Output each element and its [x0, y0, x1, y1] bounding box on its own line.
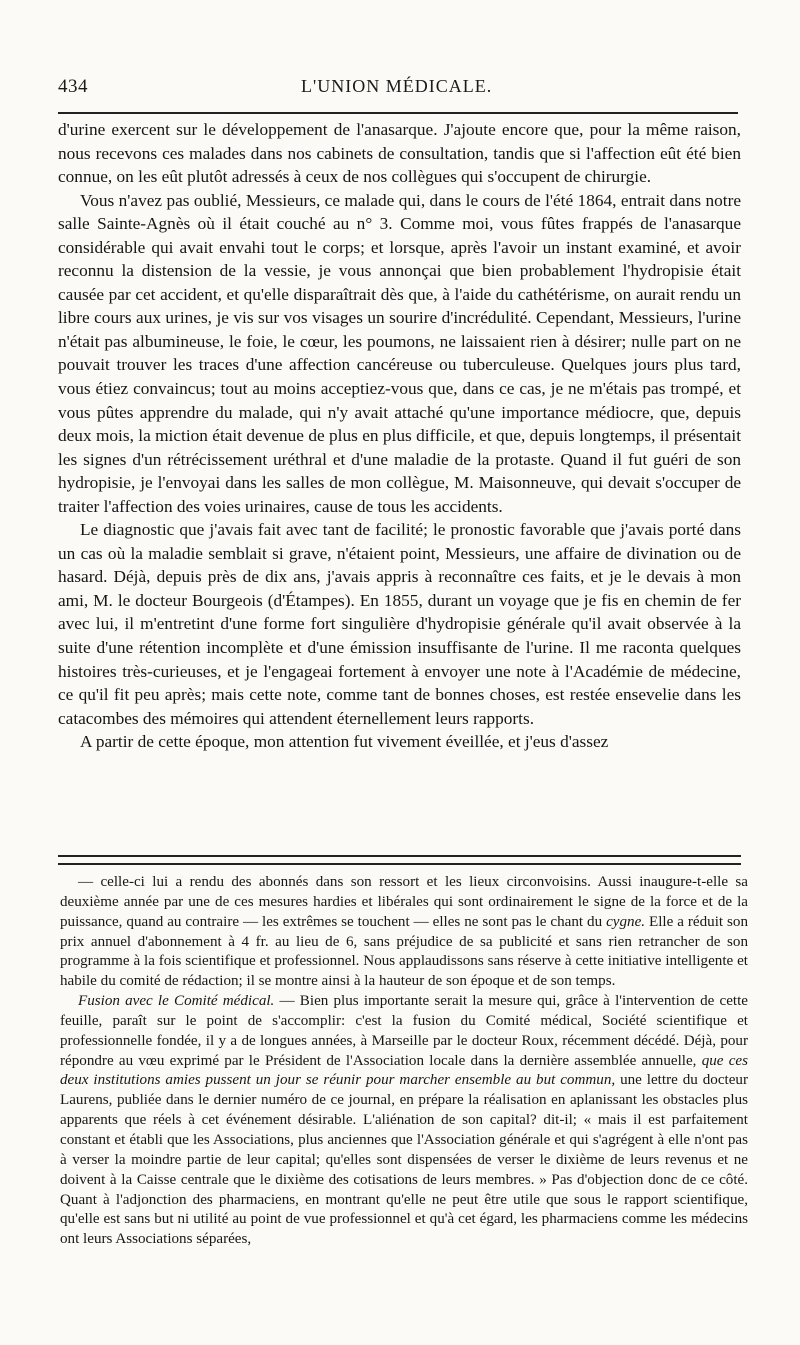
- paragraph: Vous n'avez pas oublié, Messieurs, ce malade qui, dans le cours de l'été 1864, entrait dans notre salle Sainte-Agnès où il était couché au n° 3. Comme moi, vous fûtes frappés de l'anasarque considérable qui avait envahi tout le corps; et lorsque, après l'avoir un instant examiné, et avoir reconnu la distension de la vessie, je vous annonçai que bien probablement l'hydropisie était causée par cet accident, et qu'elle disparaîtrait dès que, à l'aide du cathétérisme, on aurait rendu un libre cours aux urines, je vis sur vos visages un sourire d'incrédulité. Cependant, Messieurs, l'urine n'était pas albumineuse, le foie, le cœur, les poumons, ne laissaient rien à désirer; nulle part on ne pouvait trouver les traces d'une affection cancéreuse ou tuberculeuse. Quelques jours plus tard, vous étiez convaincus; tout au moins acceptiez-vous que, dans ce cas, je ne m'étais pas trompé, et vous pûtes apprendre du malade, qui n'y avait attaché qu'une importance médiocre, que, depuis deux mois, la miction était devenue de plus en plus difficile, et que, depuis longtemps, il présentait les signes d'un rétrécissement uréthral et d'une maladie de la protaste. Quand il fut guéri de son hydropisie, je l'envoyai dans les salles de mon collègue, M. Maisonneuve, qui devait s'occuper de traiter l'affection des voies urinaires, cause de tous les accidents.: [58, 190, 741, 516]
- feuilleton-italic-run: que ces deux institutions amies pussent un jour se réunir pour marcher ensemble au but commun,: [60, 1052, 748, 1089]
- main-text: [58, 118, 741, 754]
- page-number: 434: [58, 76, 88, 97]
- feuilleton-text-run: — Bien plus importante serait la mesure qui, grâce à l'intervention de cette feuille, paraît sur le point de s'accomplir: c'est la fusion du Comité médical, Société scientifique et professionnelle fondée, il y a de longues années, à Marseille par le docteur Roux, récemment décédé. Déjà, pour répondre au vœu exprimé par le Président de l'Association locale dans la dernière assemblée annuelle,: [60, 993, 748, 1069]
- paragraph: A partir de cette époque, mon attention fut vivement éveillée, et j'eus d'assez: [80, 732, 609, 752]
- header-rule: [58, 112, 738, 114]
- feuilleton-text-run: — celle-ci lui a rendu des abonnés dans son ressort et les lieux circonvoisins. Aussi inaugure-t-elle sa deuxième année par une de ces mesures hardies et libérales qui sont ordinairement le signe de la force et de la puissance, quand au contraire — les extrêmes se touchent — elles ne sont pas le chant du: [60, 874, 748, 930]
- paragraph: d'urine exercent sur le développement de l'anasarque. J'ajoute encore que, pour la même raison, nous recevons ces malades dans nos cabinets de consultation, tandis que si l'affection eût été bien connue, on les eût plutôt adressés à ceux de nos collègues qui s'occupent de chirurgie.: [58, 120, 741, 187]
- page-header: [58, 74, 738, 100]
- feuilleton-italic-run: cygne.: [606, 913, 646, 930]
- section-title: Fusion avec le Comité médical.: [78, 993, 275, 1010]
- running-title: L'UNION MÉDICALE.: [301, 76, 493, 96]
- feuilleton-divider: [58, 855, 741, 865]
- feuilleton-paragraph: [60, 992, 748, 1250]
- feuilleton-text: [60, 873, 748, 1250]
- paragraph: Le diagnostic que j'avais fait avec tant de facilité; le pronostic favorable que j'avais porté dans un cas où la maladie semblait si grave, n'étaient point, Messieurs, une affaire de divination ou de hasard. Déjà, depuis près de dix ans, j'avais appris à reconnaître ces faits, et je le devais à mon ami, M. le docteur Bourgeois (d'Étampes). En 1855, durant un voyage que je fis en chemin de fer avec lui, il m'entretint d'une forme fort singulière d'hydropisie générale qu'il avait observée à la suite d'une rétention incomplète et d'une émission insuffisante de l'urine. Il me raconta quelques histoires très-curieuses, et je l'engageai fortement à envoyer une note à l'Académie de médecine, ce qu'il fit peu après; mais cette note, comme tant de bonnes choses, est restée ensevelie dans les catacombes des mémoires qui attendent éternellement leurs rapports.: [58, 520, 741, 728]
- feuilleton-paragraph: [60, 873, 748, 992]
- feuilleton-text-run: Elle a réduit son prix annuel d'abonnement à 4 fr. au lieu de 6, sans préjudice de sa publicité et sans rien retrancher de son programme à la fois scientifique et professionnel. Nous applaudissons sans réserve à cette initiative intelligente et habile du comité de rédaction; il se montre ainsi à la hauteur de son époque et de son temps.: [60, 913, 749, 990]
- feuilleton-text-run: une lettre du docteur Laurens, publiée dans le dernier numéro de ce journal, en prépare la réalisation en aplanissant les obstacles plus apparents que réels à cet événement désirable. L'aliénation de son capital? dit-il; « mais il est parfaitement constant et établi que les Associations, plus anciennes que l'Association générale et qui s'agrégent à elle n'ont pas à verser la moindre partie de leur capital; qu'elles sont dispensées de verser le dixième de leurs revenus et ne doivent à la Caisse centrale que le dixième des cotisations de leurs membres. » Pas d'objection donc de ce côté. Quant à l'adjonction des pharmaciens, en montrant qu'elle ne peut être utile que sous le rapport scientifique, qu'elle est sans but ni utilité au point de vue professionnel et qu'à cet égard, les pharmaciens comme les médecins ont leurs Associations séparées,: [60, 1072, 748, 1248]
